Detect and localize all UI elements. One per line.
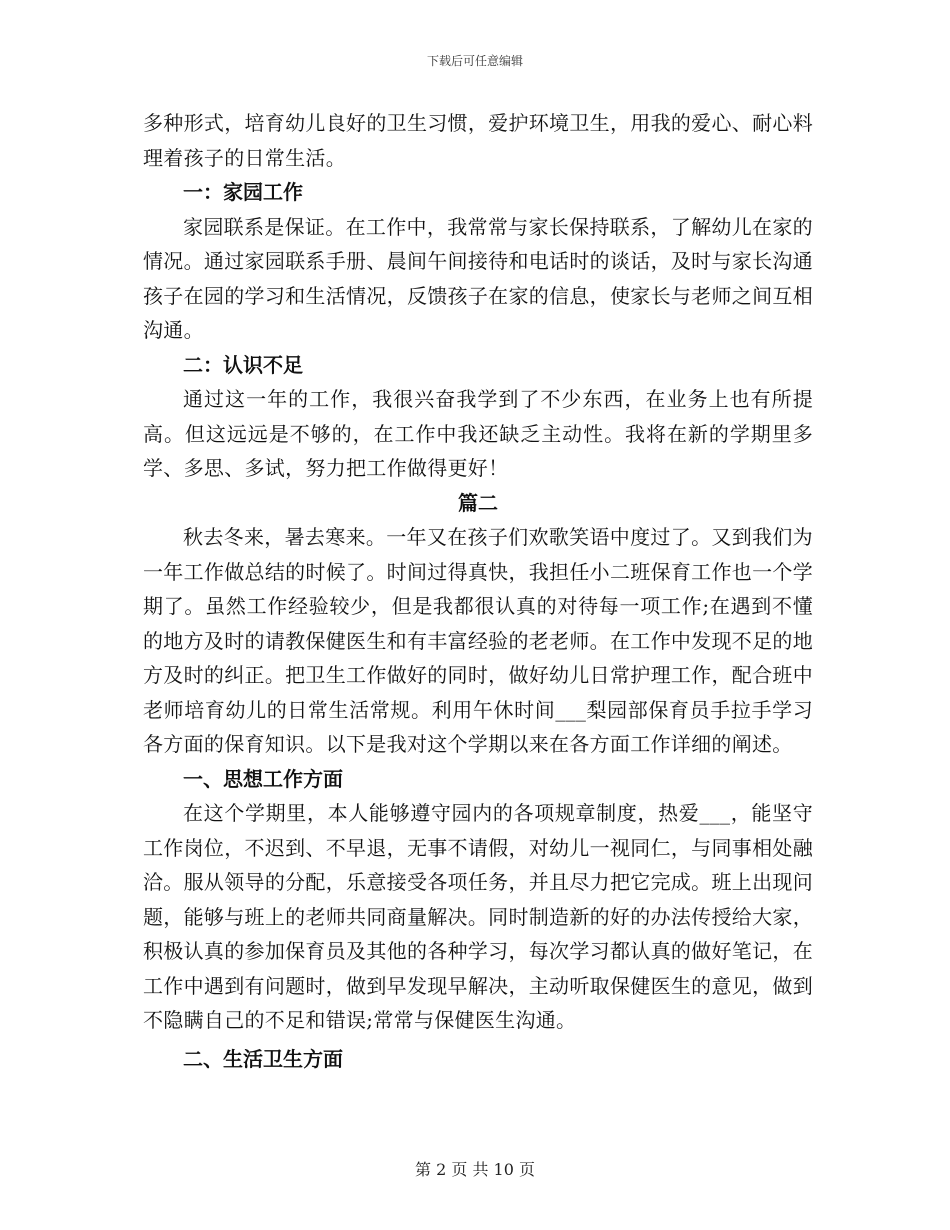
heading-ideological-work: 一、思想工作方面 bbox=[183, 766, 343, 791]
paragraph-home-school-work: 家园联系是保证。在工作中，我常常与家长保持联系，了解幼儿在家的情况。通过家园联系手册、晨间午间接待和电话时的谈话，及时与家长沟通孩子在园的学习和生活情况，反馈孩子在家的信息，使家长与老师之间互相沟通。 bbox=[143, 214, 813, 342]
document-body bbox=[143, 106, 813, 1076]
page-header: 下载后可任意编辑 bbox=[426, 54, 523, 68]
heading-home-school-work: 一：家园工作 bbox=[183, 180, 303, 204]
paragraph-section-intro: 秋去冬来，暑去寒来。一年又在孩子们欢歌笑语中度过了。又到我们为一年工作做总结的时候了。时间过得真快，我担任小二班保育工作也一个学期了。虽然工作经验较少，但是我都很认真的对待每一项工作;在遇到不懂的地方及时的请教保健医生和有丰富经验的老老师。在工作中发现不足的地方及时的纠正。把卫生工作做好的同时，做好幼儿日常护理工作，配合班中老师培育幼儿的日常生活常规。利用午休时间___梨园部保育员手拉手学习各方面的保育知识。以下是我对这个学期以来在各方面工作详细的阐述。 bbox=[143, 525, 813, 756]
paragraph-ideological-work: 在这个学期里，本人能够遵守园内的各项规章制度，热爱___，能坚守工作岗位，不迟到、不早退，无事不请假，对幼儿一视同仁，与同事相处融洽。服从领导的分配，乐意接受各项任务，并且尽力把它完成。班上出现问题，能够与班上的老师共同商量解决。同时制造新的好的办法传授给大家，积极认真的参加保育员及其他的各种学习，每次学习都认真的做好笔记，在工作中遇到有问题时，做到早发现早解决，主动听取保健医生的意见，做到不隐瞒自己的不足和错误;常常与保健医生沟通。 bbox=[143, 801, 813, 1032]
paragraph-continued: 多种形式，培育幼儿良好的卫生习惯，爱护环境卫生，用我的爱心、耐心料理着孩子的日常生活。 bbox=[143, 111, 813, 170]
paragraph-shortcomings: 通过这一年的工作，我很兴奋我学到了不少东西，在业务上也有所提高。但这远远是不够的，在工作中我还缺乏主动性。我将在新的学期里多学、多思、多试，努力把工作做得更好！ bbox=[143, 387, 813, 480]
section-title: 篇二 bbox=[458, 490, 498, 515]
heading-life-hygiene: 二、生活卫生方面 bbox=[183, 1046, 343, 1071]
page-footer: 第 2 页 共 10 页 bbox=[415, 1160, 535, 1179]
heading-shortcomings: 二：认识不足 bbox=[183, 352, 303, 377]
